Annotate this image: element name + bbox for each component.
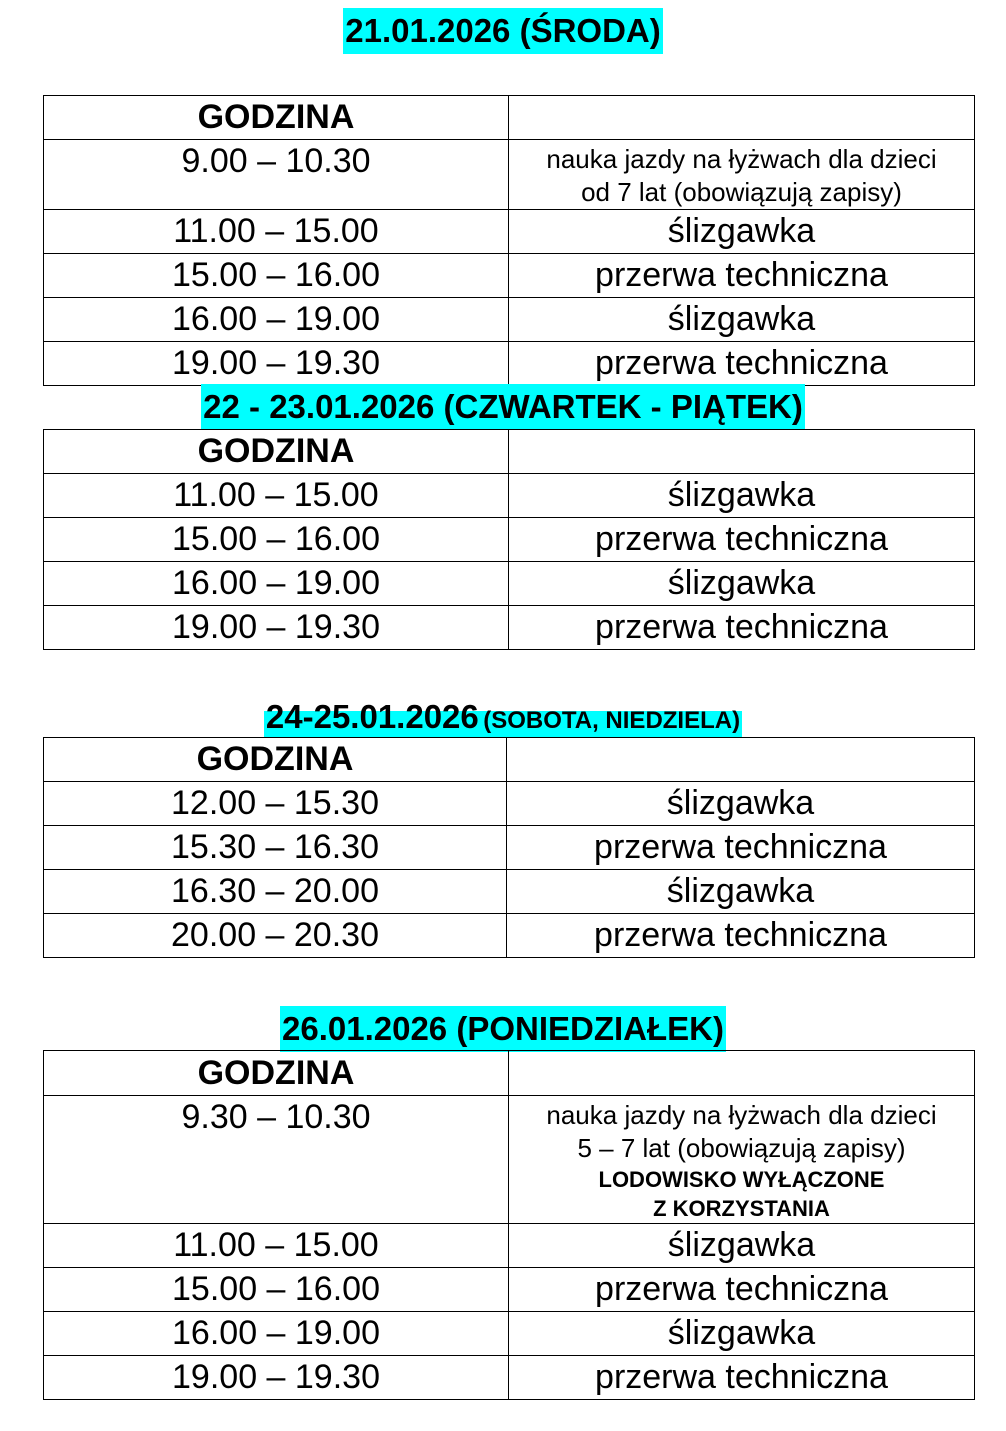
activity-cell: ślizgawka <box>509 1224 975 1268</box>
closure-notice-line: Z KORZYSTANIA <box>653 1196 830 1221</box>
time-cell: 15.00 – 16.00 <box>44 1268 509 1312</box>
header-time: GODZINA <box>44 96 509 140</box>
table-header-row <box>44 1051 975 1096</box>
activity-cell: przerwa techniczna <box>509 1356 975 1400</box>
time-cell: 15.00 – 16.00 <box>44 254 509 298</box>
activity-cell: ślizgawka <box>509 298 975 342</box>
table-row <box>44 562 975 606</box>
section-title: 22 - 23.01.2026 (CZWARTEK - PIĄTEK) <box>201 384 805 430</box>
table-row <box>44 826 975 870</box>
activity-cell: przerwa techniczna <box>507 826 975 870</box>
table-row <box>44 1224 975 1268</box>
table-row <box>44 1268 975 1312</box>
table-row <box>44 298 975 342</box>
header-activity <box>507 738 975 782</box>
table-row <box>44 140 975 210</box>
time-cell: 9.30 – 10.30 <box>44 1096 509 1224</box>
table-row <box>44 1312 975 1356</box>
activity-cell: przerwa techniczna <box>509 606 975 650</box>
header-activity <box>509 430 975 474</box>
note-line: od 7 lat (obowiązują zapisy) <box>581 177 902 207</box>
time-cell: 20.00 – 20.30 <box>44 914 507 958</box>
table-row <box>44 782 975 826</box>
activity-cell: przerwa techniczna <box>509 518 975 562</box>
header-activity <box>509 1051 975 1096</box>
table-row <box>44 342 975 386</box>
activity-cell: ślizgawka <box>507 782 975 826</box>
table-header-row <box>44 96 975 140</box>
header-time: GODZINA <box>44 738 507 782</box>
schedule-table-3 <box>43 737 975 958</box>
table-row <box>44 474 975 518</box>
activity-cell: ślizgawka <box>509 210 975 254</box>
time-cell: 11.00 – 15.00 <box>44 210 509 254</box>
table-row <box>44 606 975 650</box>
time-cell: 16.30 – 20.00 <box>44 870 507 914</box>
activity-cell: ślizgawka <box>509 1312 975 1356</box>
section-heading-2 <box>0 390 1006 423</box>
note-line: nauka jazdy na łyżwach dla dzieci <box>546 144 937 174</box>
activity-cell: przerwa techniczna <box>509 1268 975 1312</box>
table-row <box>44 518 975 562</box>
schedule-table-4 <box>43 1050 975 1400</box>
schedule-table-2 <box>43 429 975 650</box>
note-cell <box>509 1096 975 1224</box>
table-row <box>44 870 975 914</box>
time-cell: 16.00 – 19.00 <box>44 562 509 606</box>
table-row <box>44 1356 975 1400</box>
section-heading-4 <box>0 1012 1006 1045</box>
activity-cell: przerwa techniczna <box>509 254 975 298</box>
time-cell: 16.00 – 19.00 <box>44 298 509 342</box>
time-cell: 16.00 – 19.00 <box>44 1312 509 1356</box>
time-cell: 19.00 – 19.30 <box>44 342 509 386</box>
activity-cell: ślizgawka <box>507 870 975 914</box>
section-title <box>264 698 742 737</box>
time-cell: 19.00 – 19.30 <box>44 1356 509 1400</box>
note-cell <box>509 140 975 210</box>
table-header-row <box>44 430 975 474</box>
table-row <box>44 254 975 298</box>
section-heading-3 <box>0 700 1006 733</box>
section-heading-1 <box>0 14 1006 47</box>
section-title-date: 24-25.01.2026 <box>265 698 479 735</box>
time-cell: 9.00 – 10.30 <box>44 140 509 210</box>
table-row <box>44 914 975 958</box>
time-cell: 15.30 – 16.30 <box>44 826 507 870</box>
note-line: nauka jazdy na łyżwach dla dzieci <box>546 1100 937 1130</box>
header-time: GODZINA <box>44 430 509 474</box>
header-activity <box>509 96 975 140</box>
activity-cell: ślizgawka <box>509 474 975 518</box>
section-title: 26.01.2026 (PONIEDZIAŁEK) <box>280 1006 726 1052</box>
section-title: 21.01.2026 (ŚRODA) <box>343 8 662 54</box>
time-cell: 15.00 – 16.00 <box>44 518 509 562</box>
header-time: GODZINA <box>44 1051 509 1096</box>
time-cell: 11.00 – 15.00 <box>44 474 509 518</box>
activity-cell: przerwa techniczna <box>509 342 975 386</box>
time-cell: 12.00 – 15.30 <box>44 782 507 826</box>
time-cell: 11.00 – 15.00 <box>44 1224 509 1268</box>
activity-cell: przerwa techniczna <box>507 914 975 958</box>
note-line: 5 – 7 lat (obowiązują zapisy) <box>577 1133 906 1163</box>
closure-notice-line: LODOWISKO WYŁĄCZONE <box>598 1167 885 1192</box>
table-row <box>44 210 975 254</box>
table-header-row <box>44 738 975 782</box>
activity-cell: ślizgawka <box>509 562 975 606</box>
section-title-days: (SOBOTA, NIEDZIELA) <box>483 707 741 734</box>
time-cell: 19.00 – 19.30 <box>44 606 509 650</box>
schedule-table-1 <box>43 95 975 386</box>
table-row <box>44 1096 975 1224</box>
